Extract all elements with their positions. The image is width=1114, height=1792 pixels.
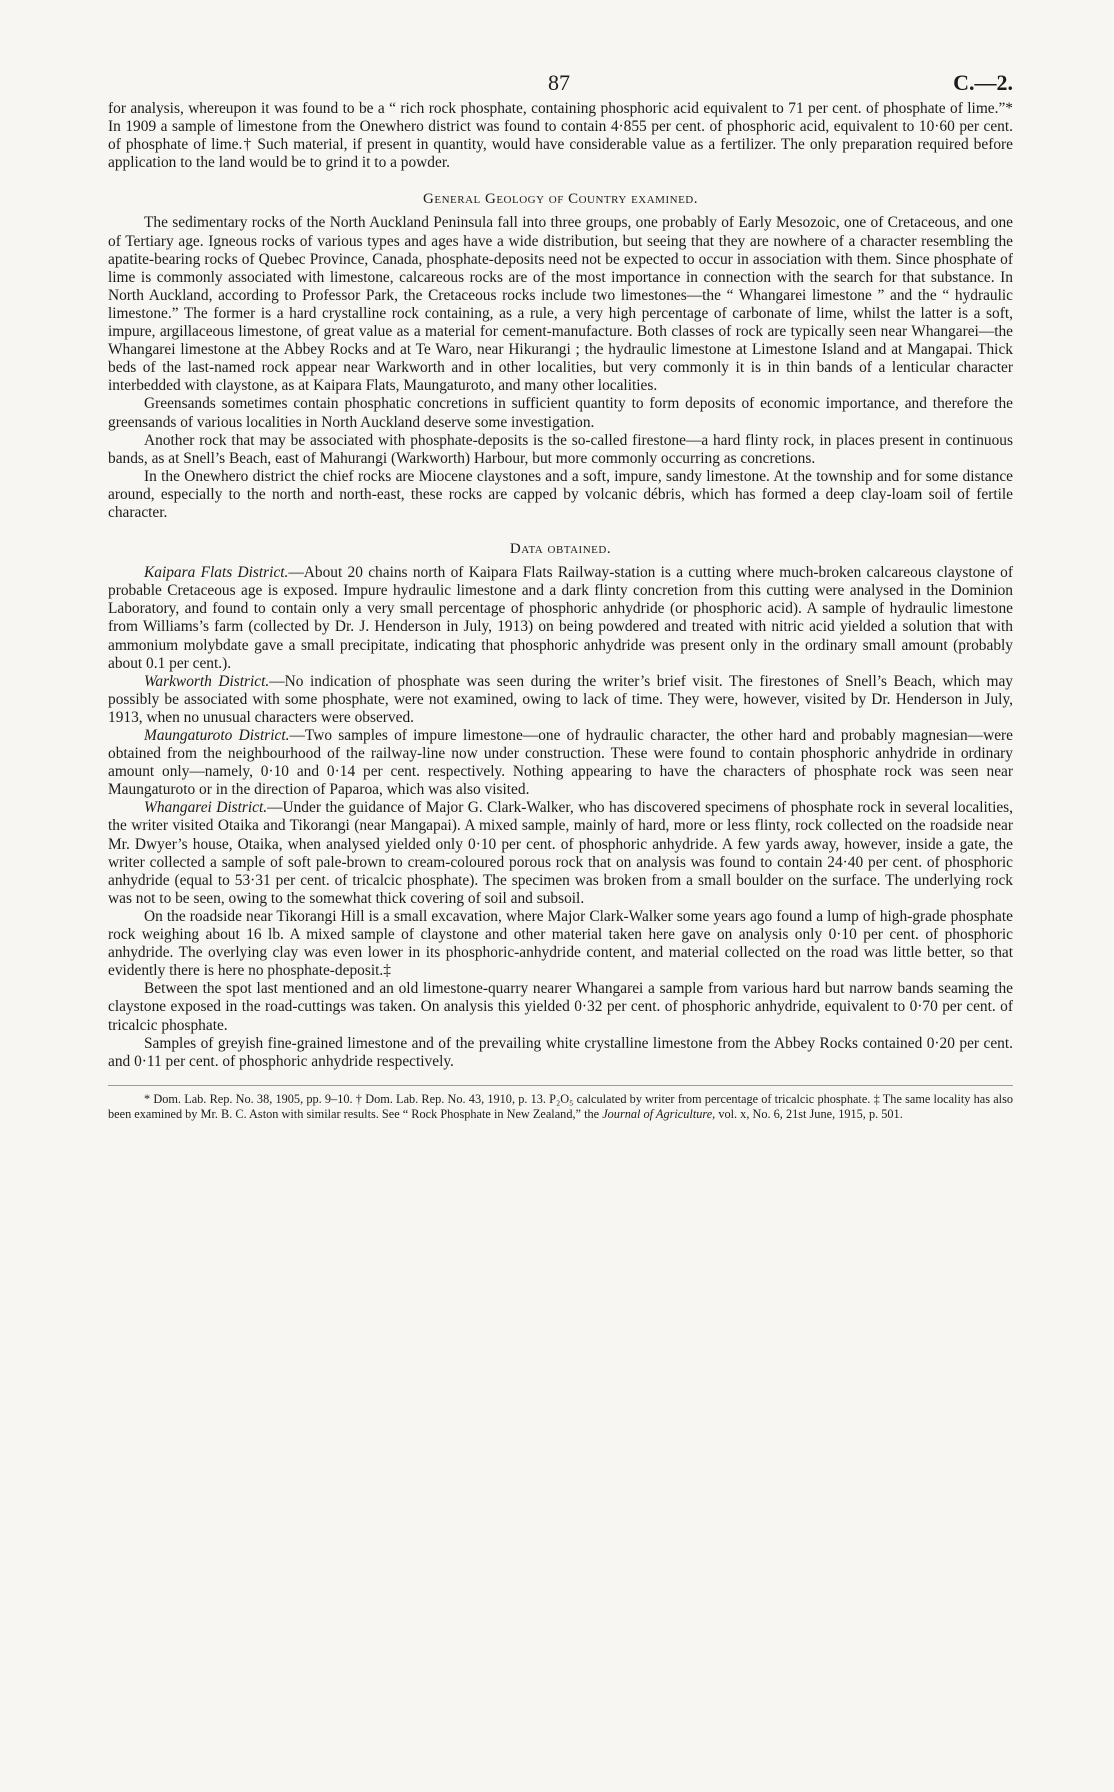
kaipara-paragraph bbox=[108, 564, 1013, 673]
intro-paragraph: for analysis, whereupon it was found to be a “ rich rock phosphate, containing phosphoric acid equivalent to 71 per cent. of phosphate of lime.”* In 1909 a sample of limestone from the Onewhero district was found to contain 4·855 per cent. of phosphoric acid, equivalent to 10·60 per cent. of phosphate of lime.† Such material, if present in quantity, would have considerable value as a fertilizer. The only preparation required before application to the land would be to grind it to a powder. bbox=[108, 100, 1013, 172]
maungaturoto-district-title: Maungaturoto District. bbox=[144, 727, 290, 744]
maungaturoto-text: —Two samples of impure limestone—one of hydraulic character, the other hard and probably magnesian—were obtained from the neighbourhood of the railway-line now under construction. These were found to contain phosphoric anhydride in ordinary amount only—namely, 0·10 and 0·14 per cent. respectively. Nothing appearing to have the characters of phosphate rock was seen near Maungaturoto or in the direction of Paparoa, which was also visited. bbox=[108, 727, 1013, 799]
warkworth-text: —No indication of phosphate was seen during the writer’s brief visit. The firestones of Snell’s Beach, which may possibly be associated with some phosphate, were not examined, owing to lack of time. They were, however, visited by Dr. Henderson in July, 1913, when no unusual characters were observed. bbox=[108, 672, 1013, 726]
footnote-part-2: , vol. x, No. 6, 21st June, 1915, p. 501. bbox=[712, 1106, 903, 1121]
body-text bbox=[108, 100, 1013, 1071]
maungaturoto-paragraph bbox=[108, 727, 1013, 799]
section-heading-geology: General Geology of Country examined. bbox=[423, 191, 698, 208]
whangarei-district-title: Whangarei District. bbox=[144, 799, 268, 817]
geology-paragraph-1: The sedimentary rocks of the North Auckland Peninsula fall into three groups, one probably of Early Mesozoic, one of Cretaceous, and one of Tertiary age. Igneous rocks of various types and ages have a wide distribution, but seeing that they are nowhere of a character resembling the apatite-bearing rocks of Quebec Province, Canada, phosphate-deposits need not be expected to occur in association with them. Since phosphate of lime is commonly associated with limestone, calcareous rocks are of the most importance in connection with the search for that substance. In North Auckland, according to Professor Park, the Cretaceous rocks include two limestones—the “ Whangarei limestone ” and the “ hydraulic limestone.” The former is a hard crystalline rock containing, as a rule, a very high percentage of carbonate of lime, whilst the latter is a soft, impure, argillaceous limestone, of great value as a material for cement-manufacture. Both classes of rock are typically seen near Whangarei—the Whangarei limestone at the Abbey Rocks and at Te Waro, near Hikurangi ; the hydraulic limestone at Limestone Island and at Mangapai. Thick beds of the last-named rock appear near Warkworth and in other localities, but very commonly it is in thin bands of a lenticular character interbedded with claystone, as at Kaipara Flats, Maungaturoto, and many other localities. bbox=[108, 214, 1013, 395]
tikorangi-paragraph: On the roadside near Tikorangi Hill is a small excavation, where Major Clark-Walker some years ago found a lump of high-grade phosphate rock weighing about 16 lb. A mixed sample of claystone and other material taken here gave on analysis only 0·10 per cent. of phosphoric anhydride. The overlying clay was even lower in its phosphoric-anhydride content, and material collected on the road was little better, so that evidently there is here no phosphate-deposit.‡ bbox=[108, 907, 1013, 980]
whangarei-paragraph bbox=[108, 799, 1013, 908]
footnotes bbox=[108, 1085, 1013, 1122]
kaipara-text: —About 20 chains north of Kaipara Flats Railway-station is a cutting where much-broken calcareous claystone of probable Cretaceous age is exposed. Impure hydraulic limestone and a dark flinty concretion from this cutting were analysed in the Dominion Laboratory, and found to contain only a very small percentage of phosphoric anhydride (or phosphoric acid). A sample of hydraulic limestone from Williams’s farm (collected by Dr. J. Henderson in July, 1913) on being powdered and treated with nitric acid yielded a solution that with ammonium molybdate gave a small precipitate, indicating that phosphoric anhydride was present only in the ordinary small amount (probably about 0.1 per cent.). bbox=[108, 564, 1014, 672]
warkworth-district-title: Warkworth District. bbox=[144, 672, 270, 690]
whangarei-text: —Under the guidance of Major G. Clark-Walker, who has discovered specimens of phosphate rock in several localities, the writer visited Otaika and Tikorangi (near Mangapai). A mixed sample, mainly of hard, more or less flinty, rock collected on the roadside near Mr. Dwyer’s house, Otaika, when analysed yielded only 0·10 per cent. of phosphoric anhydride. A few yards away, however, inside a gate, the writer collected a sample of soft pale-brown to cream-coloured porous rock that on analysis was found to contain 24·40 per cent. of phosphoric anhydride (equal to 53·31 per cent. of tricalcic phosphate). The specimen was broken from a small boulder on the surface. The underlying rock was not to be seen, owing to the somewhat thick covering of soil and subsoil. bbox=[108, 799, 1014, 907]
section-heading-data: Data obtained. bbox=[509, 541, 612, 558]
warkworth-paragraph bbox=[108, 673, 1013, 727]
abbey-rocks-paragraph: Samples of greyish fine-grained limestone and of the prevailing white crystalline limestone from the Abbey Rocks contained 0·20 per cent. and 0·11 per cent. of phosphoric anhydride respectively. bbox=[108, 1034, 1013, 1070]
document-reference: C.—2. bbox=[953, 70, 1013, 95]
geology-paragraph-3: Another rock that may be associated with phosphate-deposits is the so-called firestone—a hard flinty rock, in places present in continuous bands, as at Snell’s Beach, east of Mahurangi (Warkworth) Harbour, but more commonly occurring as concretions. bbox=[108, 431, 1013, 467]
page-header bbox=[108, 70, 1013, 100]
quarry-paragraph: Between the spot last mentioned and an old limestone-quarry nearer Whangarei a sample from various hard but narrow bands seaming the claystone exposed in the road-cuttings was taken. On analysis this yielded 0·32 per cent. of phosphoric anhydride, equivalent to 0·70 per cent. of tricalcic phosphate. bbox=[108, 980, 1013, 1034]
page-number: 87 bbox=[548, 70, 570, 95]
geology-paragraph-2: Greensands sometimes contain phosphatic concretions in sufficient quantity to form deposits of economic importance, and therefore the greensands of various localities in North Auckland deserve some investigation. bbox=[108, 395, 1013, 431]
footnote-journal-title: Journal of Agriculture bbox=[602, 1106, 713, 1121]
kaipara-district-title: Kaipara Flats District. bbox=[144, 564, 289, 582]
footnote-part-1: * Dom. Lab. Rep. No. 38, 1905, pp. 9–10. † Dom. Lab. Rep. No. 43, 1910, p. 13. P₂O₅ calculated by writer from percentage of tricalcic phosphate. ‡ The same locality has also been examined by Mr. B. C. Aston with similar results. See “ Rock Phosphate in New Zealand,” the bbox=[108, 1091, 1013, 1121]
geology-paragraph-4: In the Onewhero district the chief rocks are Miocene claystones and a soft, impure, sandy limestone. At the township and for some distance around, especially to the north and north-east, these rocks are capped by volcanic débris, which has formed a deep clay-loam soil of fertile character. bbox=[108, 467, 1013, 521]
footnote-text bbox=[108, 1092, 1013, 1122]
